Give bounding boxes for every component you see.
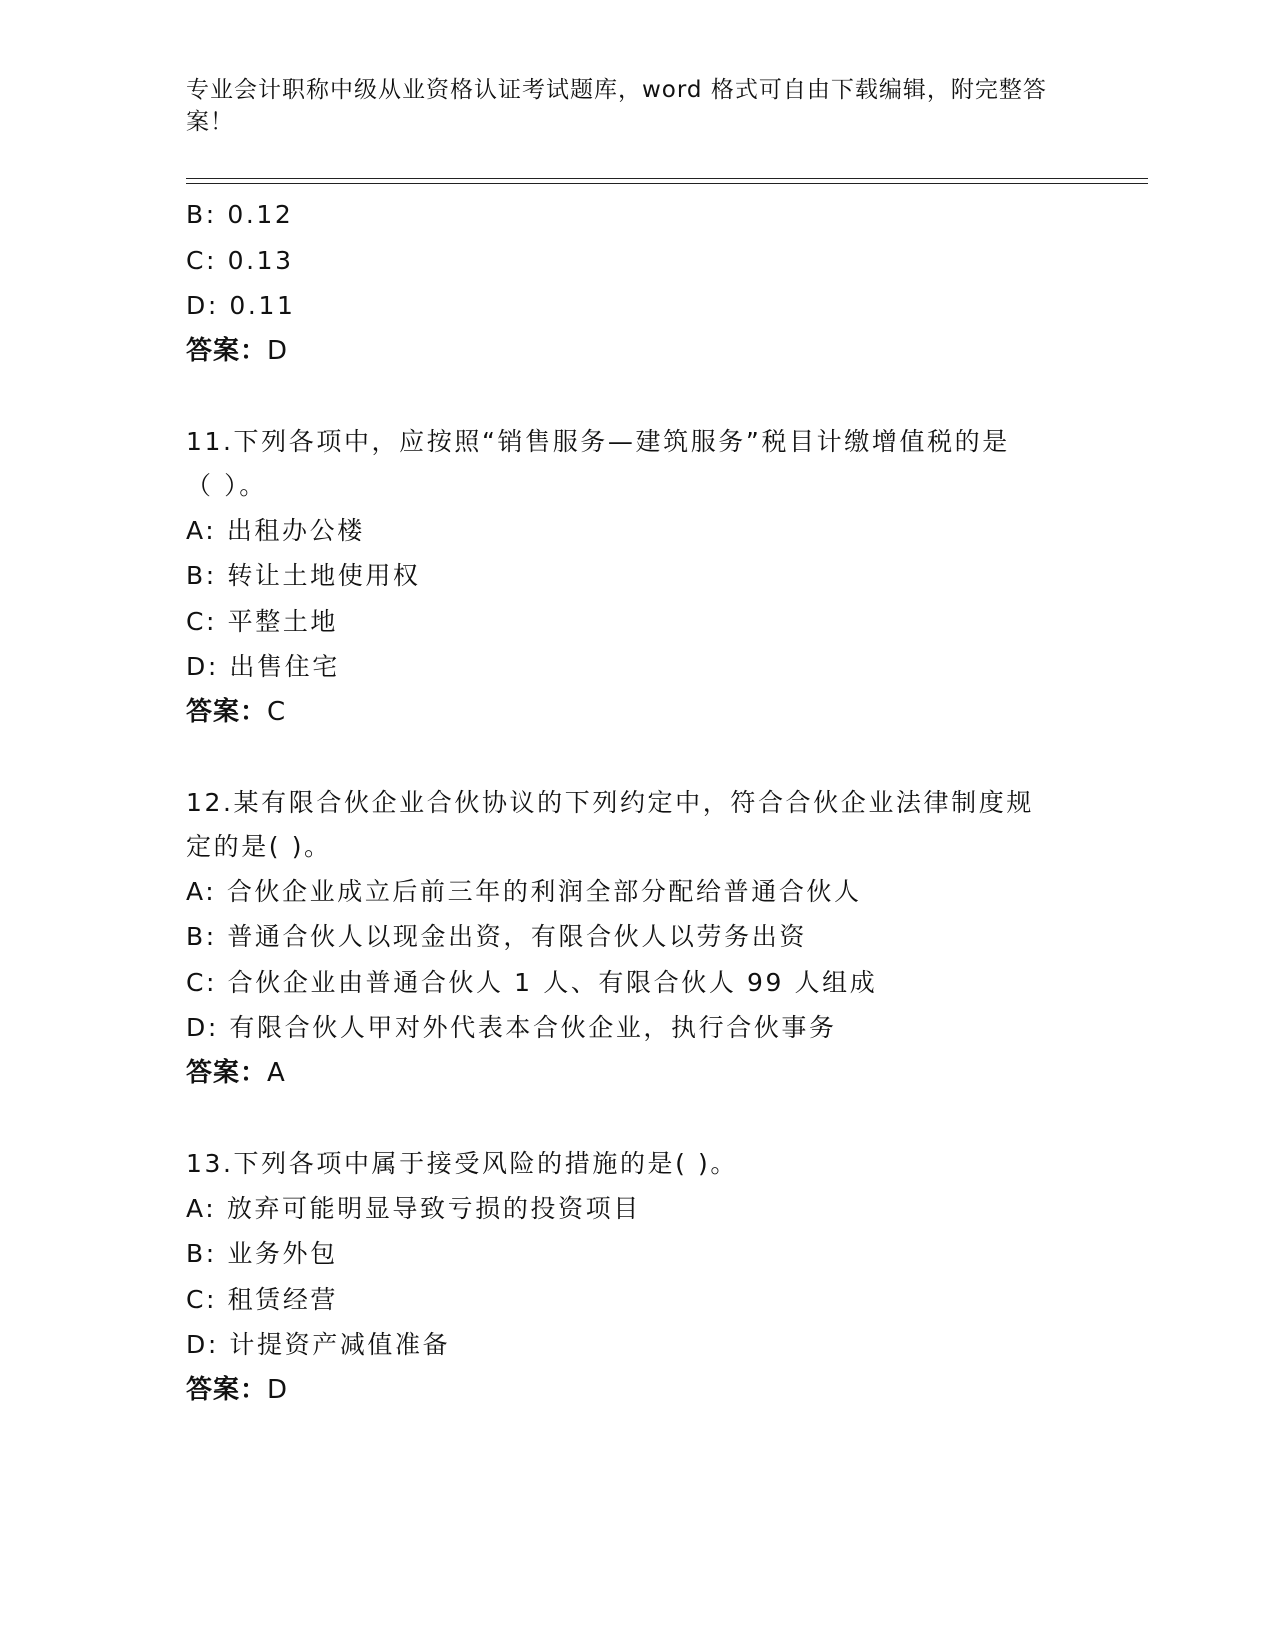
spacer [186,374,1086,420]
option-b: B: 转让土地使用权 [186,561,421,590]
answer-value: A [267,1057,286,1088]
option-b: B: 业务外包 [186,1239,338,1268]
question-stem: 12.某有限合伙企业合伙协议的下列约定中，符合合伙企业法律制度规 [186,787,1034,817]
option-c: C: 平整土地 [186,606,339,636]
answer [186,690,1086,736]
option-c: C: 租赁经营 [186,1284,339,1314]
answer-label: 答案： [186,696,268,727]
option-a: A: 放弃可能明显导致亏损的投资项目 [186,1193,641,1223]
header-divider-bottom [186,183,1148,184]
spacer [186,735,1086,781]
header-line-1: 专业会计职称中级从业资格认证考试题库，word 格式可自由下载编辑，附完整答 [186,77,1047,103]
header-divider-top [186,178,1148,179]
question-11 [186,420,1086,736]
question-stem: 13.下列各项中属于接受风险的措施的是( )。 [186,1148,739,1178]
question-stem: 11.下列各项中，应按照“销售服务—建筑服务”税目计缴增值税的是 [186,426,1010,456]
answer-label: 答案： [186,1374,268,1405]
answer [186,1368,1086,1414]
option-b: B: 0.12 [186,200,294,229]
option-d: D: 计提资产减值准备 [186,1330,451,1359]
document-body [186,192,1086,1413]
option-a: A: 出租办公楼 [186,515,365,545]
answer-value: D [267,1374,289,1405]
option-d: D: 0.11 [186,291,296,320]
answer-label: 答案： [186,1057,268,1088]
spacer [186,1096,1086,1142]
option-c: C: 0.13 [186,245,294,275]
option-c: C: 合伙企业由普通合伙人 1 人、有限合伙人 99 人组成 [186,967,878,997]
answer-value: D [267,335,289,366]
option-d: D: 有限合伙人甲对外代表本合伙企业，执行合伙事务 [186,1013,837,1042]
option-d: D: 出售住宅 [186,652,340,681]
answer-label: 答案： [186,335,268,366]
header-line-2: 案！ [186,109,234,135]
option-a: A: 合伙企业成立后前三年的利润全部分配给普通合伙人 [186,876,862,906]
answer [186,329,1086,375]
question-stem-cont: （ ）。 [186,470,267,500]
answer-value: C [267,696,287,727]
question-12 [186,781,1086,1097]
question-stem-cont: 定的是( )。 [186,831,332,861]
answer [186,1051,1086,1097]
question-13 [186,1142,1086,1414]
question-10-continued [186,192,1086,374]
option-b: B: 普通合伙人以现金出资，有限合伙人以劳务出资 [186,922,807,951]
page-header [186,74,1066,138]
